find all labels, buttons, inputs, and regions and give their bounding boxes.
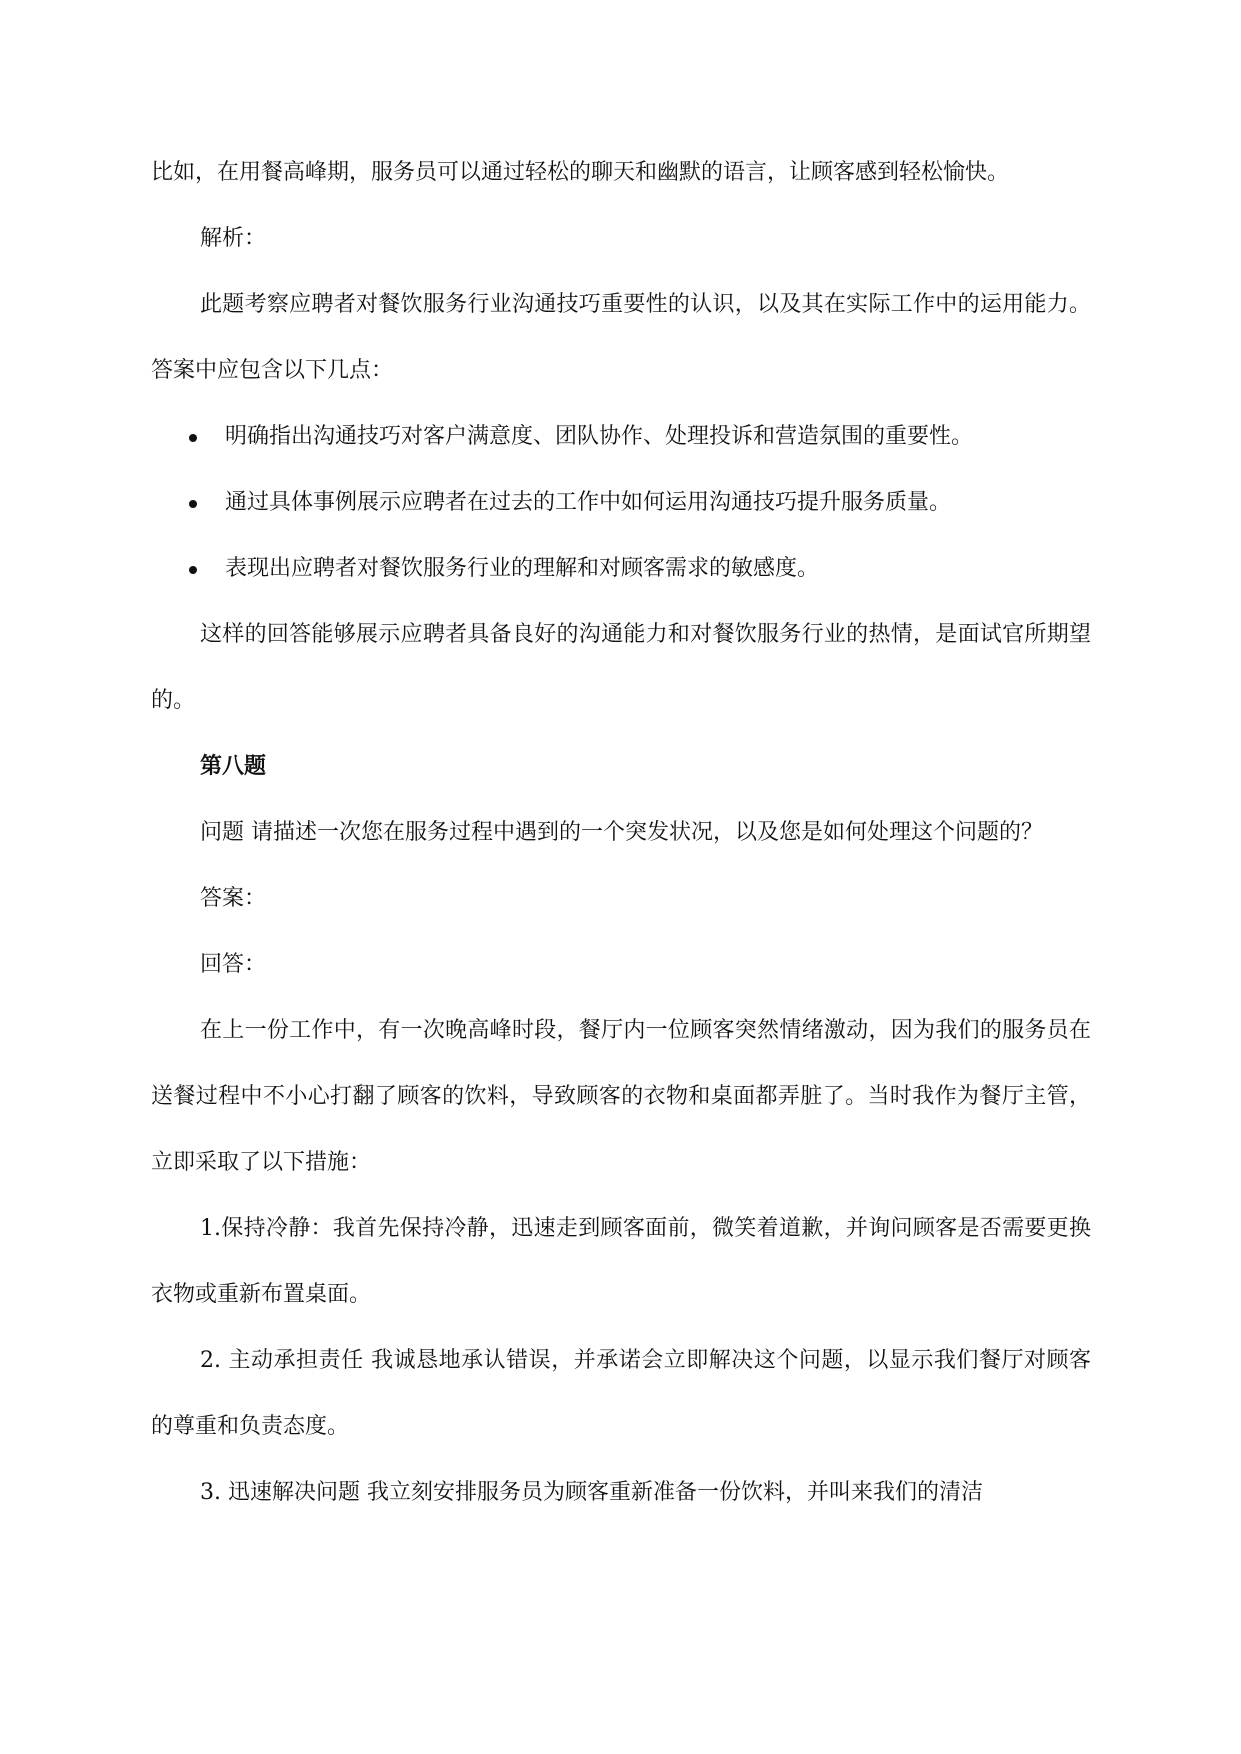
bullet-icon: [189, 434, 197, 442]
step-item: 3. 迅速解决问题 我立刻安排服务员为顾客重新准备一份饮料，并叫来我们的清洁: [200, 1480, 983, 1505]
key-points-list: [151, 404, 1091, 602]
list-item-text: 表现出应聘者对餐饮服务行业的理解和对顾客需求的敏感度。: [225, 556, 820, 581]
paragraph-conclusion: 这样的回答能够展示应聘者具备良好的沟通能力和对餐饮服务行业的热情，是面试官所期望的。: [151, 622, 1091, 713]
list-item: [151, 470, 1091, 536]
document-body: [151, 140, 1091, 1526]
paragraph-story: 在上一份工作中，有一次晚高峰时段，餐厅内一位顾客突然情绪激动，因为我们的服务员在送餐过程中不小心打翻了顾客的饮料，导致顾客的衣物和桌面都弄脏了。当时我作为餐厅主管，立即采取了以下措施：: [151, 1018, 1091, 1175]
list-item: [151, 404, 1091, 470]
step-item: 2. 主动承担责任 我诚恳地承认错误，并承诺会立即解决这个问题，以显示我们餐厅对顾客的尊重和负责态度。: [151, 1348, 1091, 1439]
bullet-icon: [189, 500, 197, 508]
step-item: 1.保持冷静：我首先保持冷静，迅速走到顾客面前，微笑着道歉，并询问顾客是否需要更换衣物或重新布置桌面。: [151, 1216, 1091, 1307]
reply-label: 回答：: [200, 952, 267, 977]
bullet-icon: [189, 566, 197, 574]
list-item-text: 通过具体事例展示应聘者在过去的工作中如何运用沟通技巧提升服务质量。: [225, 490, 952, 515]
list-item-text: 明确指出沟通技巧对客户满意度、团队协作、处理投诉和营造氛围的重要性。: [225, 424, 974, 449]
question-text: 问题 请描述一次您在服务过程中遇到的一个突发状况，以及您是如何处理这个问题的？: [200, 820, 1043, 845]
section-title: 第八题: [200, 754, 267, 779]
answer-label: 答案：: [200, 886, 267, 911]
paragraph-example: 比如，在用餐高峰期，服务员可以通过轻松的聊天和幽默的语言，让顾客感到轻松愉快。: [151, 160, 1010, 185]
list-item: [151, 536, 1091, 602]
paragraph-analysis-label: 解析：: [200, 226, 267, 251]
paragraph-analysis: 此题考察应聘者对餐饮服务行业沟通技巧重要性的认识，以及其在实际工作中的运用能力。答案中应包含以下几点：: [151, 292, 1091, 383]
